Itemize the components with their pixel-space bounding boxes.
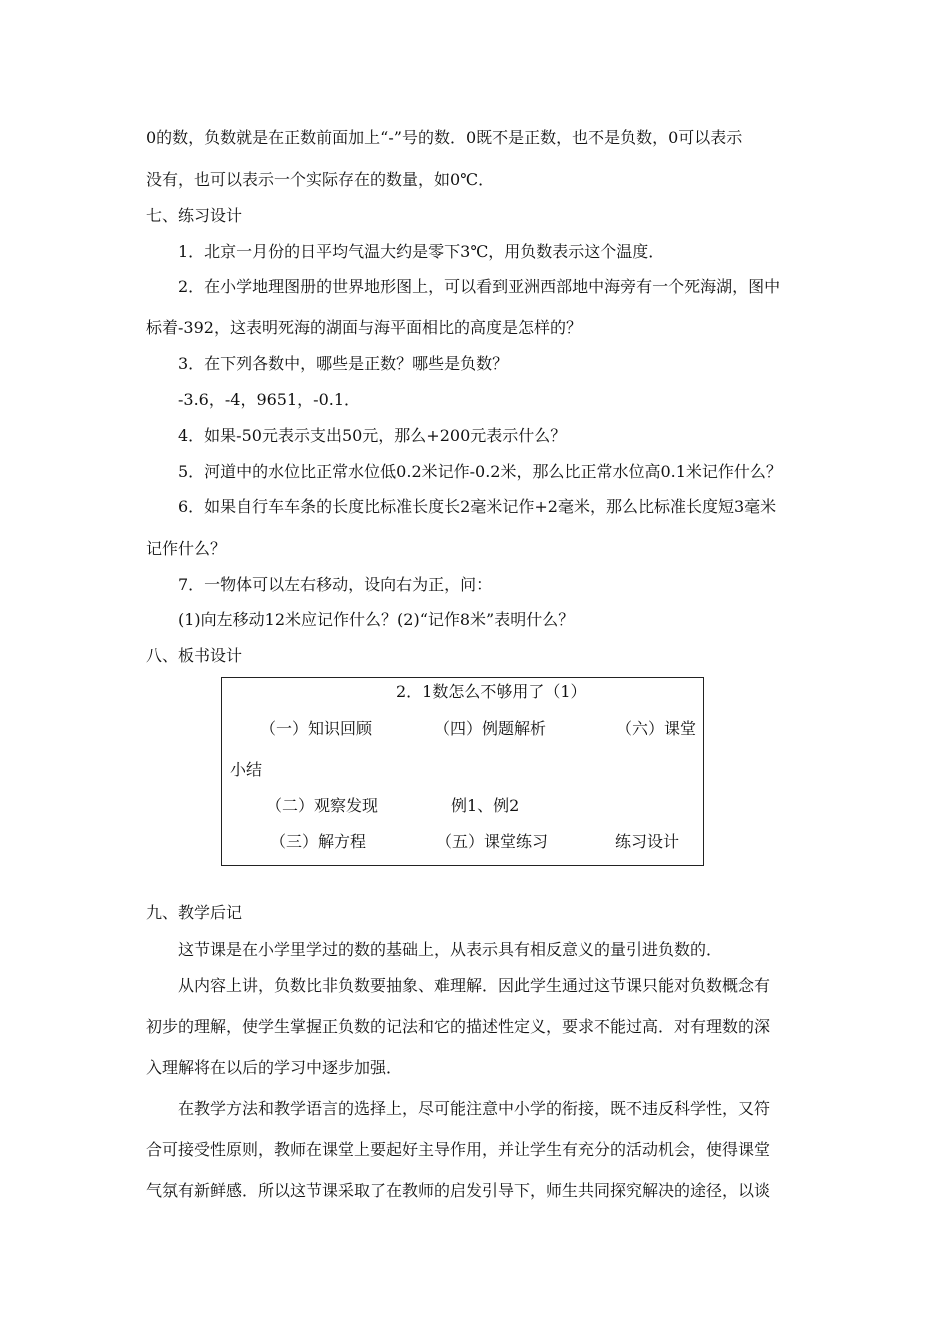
practice-q2-line-1: 2．在小学地理图册的世界地形图上，可以看到亚洲西部地中海旁有一个死海湖，图中 [178,277,781,296]
practice-heading: 七、练习设计 [146,206,243,225]
practice-q1: 1．北京一月份的日平均气温大约是零下3℃，用负数表示这个温度． [178,242,665,261]
postscript-p2-line-1: 从内容上讲，负数比非负数要抽象、难理解．因此学生通过这节课只能对负数概念有 [178,976,771,995]
board-title: 2．1数怎么不够用了（1） [396,682,587,701]
board-item-observation: （二）观察发现 [266,796,379,815]
board-item-examples: 例1、例2 [451,796,520,815]
practice-q7-sub: (1)向左移动12米应记作什么？(2)“记作8米”表明什么？ [178,610,575,629]
practice-q7: 7．一物体可以左右移动，设向右为正，问： [178,575,493,594]
practice-q2-line-2: 标着-392，这表明死海的湖面与海平面相比的高度是怎样的？ [146,318,582,337]
board-design-box [221,677,704,866]
postscript-p3-line-3: 气氛有新鲜感．所以这节课采取了在教师的启发引导下，师生共同探究解决的途径，以谈 [146,1181,771,1200]
intro-line-1: 0的数，负数就是在正数前面加上“-”号的数．0既不是正数，也不是负数，0可以表示 [146,128,743,147]
board-heading: 八、板书设计 [146,646,243,665]
postscript-p1: 这节课是在小学里学过的数的基础上，从表示具有相反意义的量引进负数的． [178,940,723,959]
board-item-solve-equation: （三）解方程 [270,832,367,851]
postscript-p2-line-2: 初步的理解，使学生掌握正负数的记法和它的描述性定义，要求不能过高．对有理数的深 [146,1017,771,1036]
board-item-practice-design: 练习设计 [615,832,680,851]
board-item-summary-wrap: 小结 [230,760,263,779]
practice-q3-numbers: -3.6，-4，9651，-0.1． [178,390,361,409]
practice-q6-line-1: 6．如果自行车车条的长度比标准长度长2毫米记作+2毫米，那么比标准长度短3毫米 [178,497,777,516]
practice-q6-line-2: 记作什么？ [146,539,227,558]
practice-q5: 5．河道中的水位比正常水位低0.2米记作-0.2米，那么比正常水位高0.1米记作什么？ [178,462,782,481]
postscript-p3-line-2: 合可接受性原则，教师在课堂上要起好主导作用，并让学生有充分的活动机会，使得课堂 [146,1140,771,1159]
board-item-class-practice: （五）课堂练习 [436,832,549,851]
board-item-example-analysis: （四）例题解析 [434,719,547,738]
intro-line-2: 没有，也可以表示一个实际存在的数量，如0℃． [146,170,495,189]
board-item-knowledge-review: （一）知识回顾 [260,719,373,738]
board-item-class-summary: （六）课堂 [616,719,697,738]
postscript-p2-line-3: 入理解将在以后的学习中逐步加强． [146,1058,403,1077]
practice-q4: 4．如果-50元表示支出50元，那么+200元表示什么？ [178,426,567,445]
postscript-heading: 九、教学后记 [146,903,243,922]
postscript-p3-line-1: 在教学方法和教学语言的选择上，尽可能注意中小学的衔接，既不违反科学性，又符 [178,1099,771,1118]
practice-q3: 3．在下列各数中，哪些是正数？哪些是负数？ [178,354,509,373]
